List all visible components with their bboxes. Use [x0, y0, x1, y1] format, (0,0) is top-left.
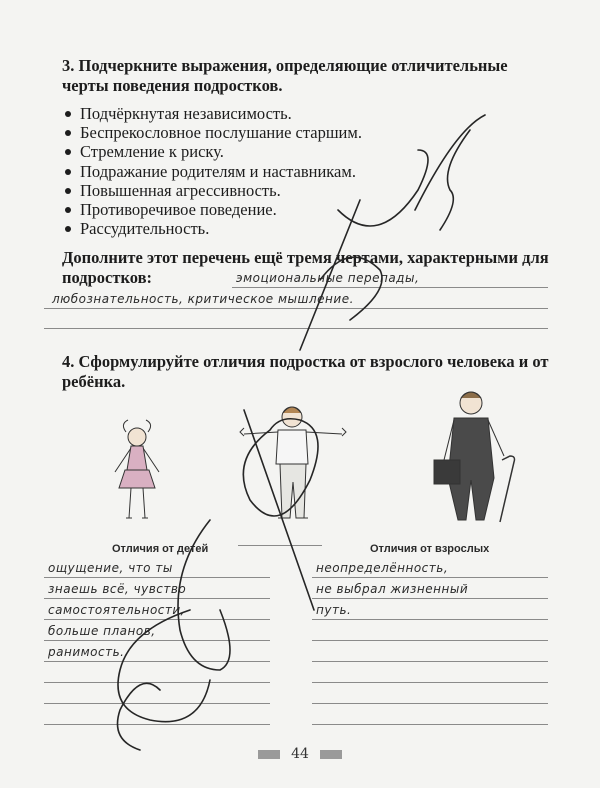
add-traits-prompt: Дополните этот перечень ещё тремя чертами, характерными для подростков:: [62, 248, 549, 287]
list-item: Подчёркнутая независимость.: [62, 104, 362, 123]
list-item: Повышенная агрессивность.: [62, 181, 362, 200]
handwritten-answer: самостоятельности,: [48, 603, 185, 617]
handwritten-answer: ранимость.: [48, 645, 125, 659]
handwritten-answer: эмоциональные перепады,: [236, 271, 420, 285]
handwritten-answer: знаешь всё, чувство: [48, 582, 187, 596]
list-item: Беспрекословное послушание старшим.: [62, 123, 362, 142]
column-label-adults: Отличия от взрослых: [370, 543, 490, 555]
handwritten-answer: не выбрал жизненный: [316, 582, 469, 596]
task-3-title: 3. Подчеркните выражения, определяющие отличительные черты поведения подростков.: [62, 56, 508, 95]
list-item: Подражание родителям и наставникам.: [62, 162, 362, 181]
handwritten-answer: любознательность, критическое мышление.: [52, 292, 354, 306]
handwritten-answer: больше планов,: [48, 624, 156, 638]
list-item: Стремление к риску.: [62, 142, 362, 161]
task-4-title: 4. Сформулируйте отличия подростка от взрослого человека и от ребёнка.: [62, 352, 549, 391]
page-footer: [0, 746, 600, 762]
handwritten-answer: ощущение, что ты: [48, 561, 173, 575]
handwritten-answer: неопределённость,: [316, 561, 449, 575]
list-item: Противоречивое поведение.: [62, 200, 362, 219]
column-label-children: Отличия от детей: [112, 543, 209, 555]
footer-bar-left: [258, 750, 280, 759]
page-number: 44: [291, 746, 309, 762]
handwritten-answer: путь.: [316, 603, 352, 617]
list-item: Рассудительность.: [62, 219, 362, 238]
footer-bar-right: [320, 750, 342, 759]
